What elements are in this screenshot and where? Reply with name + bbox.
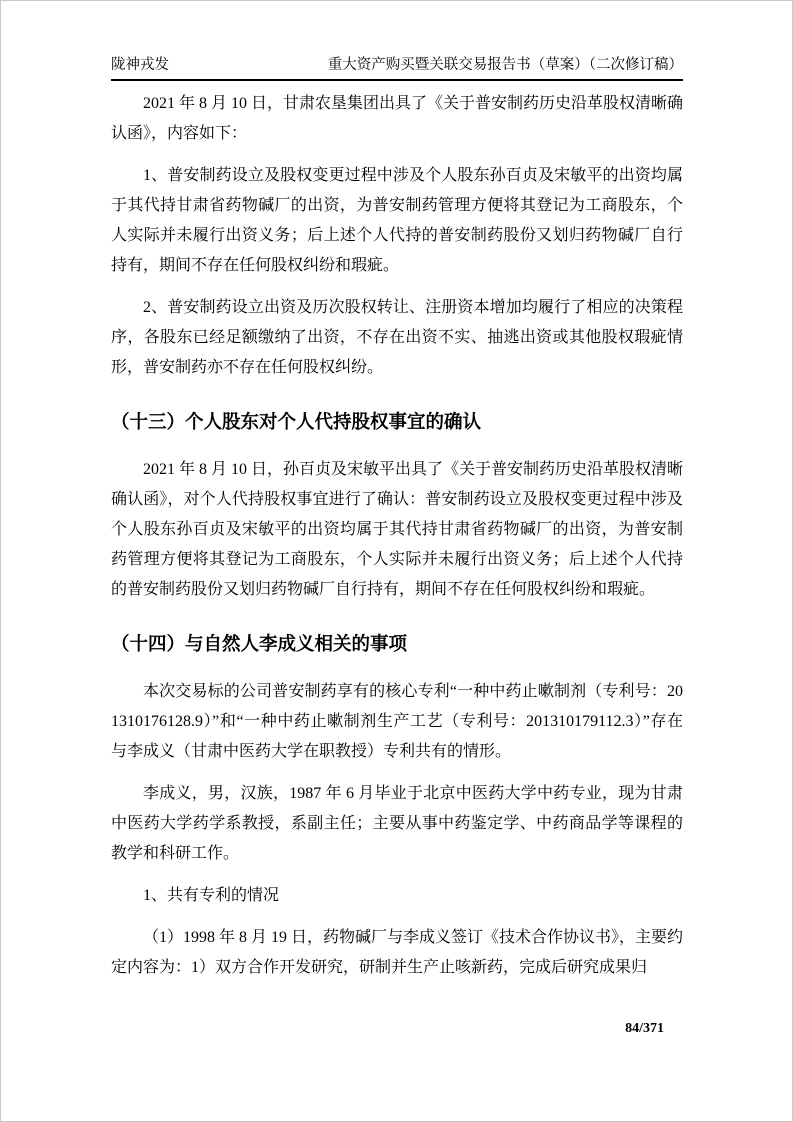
header-report-title: 重大资产购买暨关联交易报告书（草案）（二次修订稿）	[327, 57, 683, 73]
document-body	[111, 89, 683, 995]
paragraph-patent-info: 本次交易标的公司普安制药享有的核心专利“一种中药止嗽制剂（专利号：201310176128.9）”和“一种中药止嗽制剂生产工艺（专利号：201310179112.3）”存在与李成义（甘肃中医药大学在职教授）专利共有的情形。	[111, 683, 683, 760]
section-heading-14: （十四）与自然人李成义相关的事项	[111, 633, 408, 654]
paragraph-li-chengyi-bio: 李成义，男，汉族，1987 年 6 月毕业于北京中医药大学中药专业，现为甘肃中医药大学药学系教授，系副主任；主要从事中药鉴定学、中药商品学等课程的教学和科研工作。	[111, 785, 683, 862]
paragraph-section-13: 2021 年 8 月 10 日，孙百贞及宋敏平出具了《关于普安制药历史沿革股权清晰确认函》，对个人代持股权事宜进行了确认：普安制药设立及股权变更过程中涉及个人股东孙百贞及宋敏平的出资均属于其代持甘肃省药物碱厂的出资，为普安制药管理方便将其登记为工商股东，个人实际并未履行出资义务；后上述个人代持的普安制药股份又划归药物碱厂自行持有，期间不存在任何股权纠纷和瑕疵。	[111, 461, 684, 598]
paragraph-item-1: 1、普安制药设立及股权变更过程中涉及个人股东孙百贞及宋敏平的出资均属于其代持甘肃省药物碱厂的出资，为普安制药管理方便将其登记为工商股东，个人实际并未履行出资义务；后上述个人代持的普安制药股份又划归药物碱厂自行持有，期间不存在任何股权纠纷和瑕疵。	[111, 167, 683, 274]
paragraph-agreement-1998: （1）1998 年 8 月 19 日，药物碱厂与李成义签订《技术合作协议书》，主要约定内容为：1）双方合作开发研究，研制并生产止咳新药，完成后研究成果归	[111, 929, 684, 976]
paragraph-intro-confirmation-letter: 2021 年 8 月 10 日，甘肃农垦集团出具了《关于普安制药历史沿革股权清晰确认函》，内容如下：	[111, 95, 684, 142]
paragraph-item-2: 2、普安制药设立出资及历次股权转让、注册资本增加均履行了相应的决策程序，各股东已经足额缴纳了出资，不存在出资不实、抽逃出资或其他股权瑕疵情形，普安制药亦不存在任何股权纠纷。	[111, 299, 683, 376]
header-company-name: 陇神戎发	[111, 57, 169, 73]
page-header	[111, 55, 683, 81]
sub-heading-shared-patents: 1、共有专利的情况	[143, 887, 280, 904]
section-heading-13: （十三）个人股东对个人代持股权事宜的确认	[111, 411, 482, 432]
page-number: 84/371	[625, 1021, 664, 1036]
